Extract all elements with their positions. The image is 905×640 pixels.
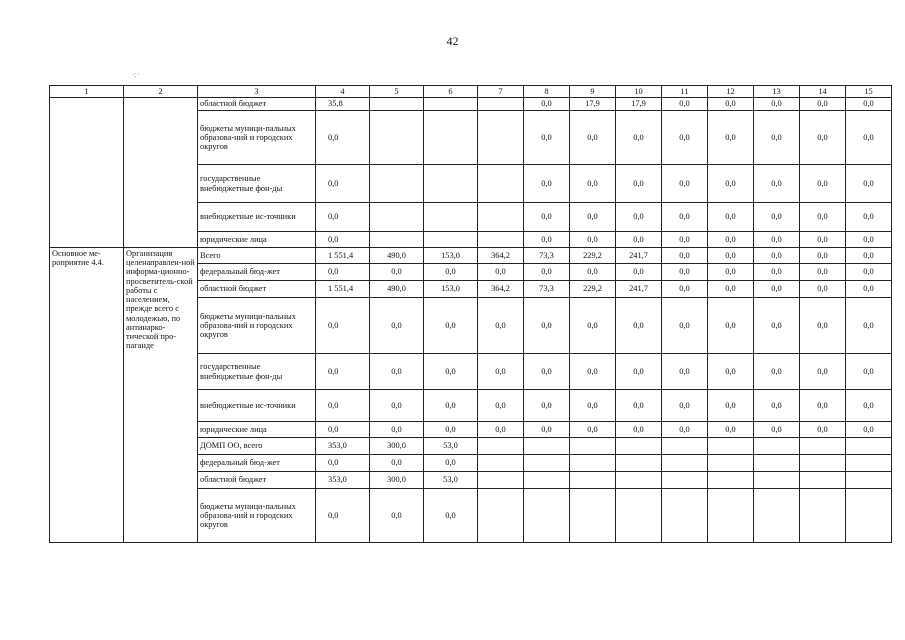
- value-cell: 153,0: [424, 248, 478, 264]
- value-cell: 364,2: [478, 281, 524, 298]
- value-cell: 0,0: [708, 248, 754, 264]
- value-cell: 0,0: [800, 111, 846, 165]
- value-cell: [370, 203, 424, 232]
- value-cell: [800, 455, 846, 472]
- value-cell: [570, 438, 616, 455]
- value-cell: 0,0: [662, 98, 708, 111]
- value-cell: 0,0: [846, 111, 892, 165]
- value-cell: 0,0: [754, 248, 800, 264]
- column-header: 4: [316, 86, 370, 98]
- value-cell: 0,0: [570, 264, 616, 281]
- value-cell: 0,0: [754, 203, 800, 232]
- value-cell: 490,0: [370, 248, 424, 264]
- budget-table: [49, 85, 892, 543]
- value-cell: 0,0: [662, 298, 708, 354]
- value-cell: 0,0: [524, 422, 570, 438]
- funding-source-label: ДОМП ОО, всего: [198, 438, 316, 455]
- value-cell: [662, 455, 708, 472]
- value-cell: 1 551,4: [316, 281, 370, 298]
- value-cell: [370, 111, 424, 165]
- funding-source-label: бюджеты муници-пальных образова-ний и городских округов: [198, 111, 316, 165]
- value-cell: [570, 472, 616, 489]
- value-cell: 353,0: [316, 472, 370, 489]
- value-cell: 0,0: [662, 111, 708, 165]
- column-header: 6: [424, 86, 478, 98]
- column-header: 9: [570, 86, 616, 98]
- value-cell: [754, 455, 800, 472]
- value-cell: 0,0: [662, 264, 708, 281]
- value-cell: [524, 455, 570, 472]
- column-header: 8: [524, 86, 570, 98]
- value-cell: [708, 455, 754, 472]
- value-cell: 241,7: [616, 281, 662, 298]
- value-cell: [754, 489, 800, 543]
- column-header: 13: [754, 86, 800, 98]
- value-cell: 0,0: [424, 264, 478, 281]
- value-cell: [524, 472, 570, 489]
- value-cell: [708, 438, 754, 455]
- description-cell-empty: [124, 98, 198, 248]
- value-cell: 0,0: [478, 390, 524, 422]
- value-cell: 0,0: [316, 455, 370, 472]
- value-cell: 0,0: [846, 281, 892, 298]
- value-cell: 0,0: [800, 281, 846, 298]
- funding-source-label: юридические лица: [198, 232, 316, 248]
- value-cell: [708, 489, 754, 543]
- value-cell: 0,0: [754, 264, 800, 281]
- value-cell: 0,0: [524, 203, 570, 232]
- value-cell: 0,0: [370, 354, 424, 390]
- value-cell: 0,0: [316, 264, 370, 281]
- value-cell: 0,0: [754, 298, 800, 354]
- value-cell: [370, 165, 424, 203]
- value-cell: [846, 489, 892, 543]
- value-cell: 0,0: [708, 390, 754, 422]
- value-cell: [478, 111, 524, 165]
- value-cell: 0,0: [846, 354, 892, 390]
- value-cell: 0,0: [524, 354, 570, 390]
- value-cell: 0,0: [662, 390, 708, 422]
- value-cell: [478, 165, 524, 203]
- value-cell: 0,0: [570, 203, 616, 232]
- value-cell: 0,0: [524, 98, 570, 111]
- value-cell: 0,0: [616, 203, 662, 232]
- value-cell: 0,0: [754, 98, 800, 111]
- funding-source-label: областной бюджет: [198, 281, 316, 298]
- value-cell: 0,0: [316, 203, 370, 232]
- funding-source-label: юридические лица: [198, 422, 316, 438]
- value-cell: 0,0: [570, 165, 616, 203]
- value-cell: [708, 472, 754, 489]
- value-cell: [424, 203, 478, 232]
- funding-source-label: федеральный бюд-жет: [198, 455, 316, 472]
- value-cell: 0,0: [616, 165, 662, 203]
- value-cell: 0,0: [424, 298, 478, 354]
- funding-source-label: государственные внебюджетные фон-ды: [198, 354, 316, 390]
- value-cell: [478, 203, 524, 232]
- value-cell: 0,0: [370, 422, 424, 438]
- value-cell: 0,0: [800, 203, 846, 232]
- value-cell: 0,0: [754, 281, 800, 298]
- value-cell: 0,0: [662, 165, 708, 203]
- value-cell: [662, 438, 708, 455]
- value-cell: 0,0: [800, 422, 846, 438]
- value-cell: [478, 232, 524, 248]
- table-row: [50, 98, 892, 111]
- column-header: 10: [616, 86, 662, 98]
- value-cell: [662, 472, 708, 489]
- activity-cell-empty: [50, 98, 124, 248]
- value-cell: 0,0: [846, 298, 892, 354]
- value-cell: 0,0: [616, 422, 662, 438]
- value-cell: 241,7: [616, 248, 662, 264]
- value-cell: 0,0: [616, 298, 662, 354]
- value-cell: 0,0: [800, 390, 846, 422]
- value-cell: 229,2: [570, 248, 616, 264]
- value-cell: 0,0: [846, 264, 892, 281]
- column-header: 7: [478, 86, 524, 98]
- table-header-row: [50, 86, 892, 98]
- value-cell: 53,0: [424, 438, 478, 455]
- value-cell: 0,0: [570, 111, 616, 165]
- funding-source-label: областной бюджет: [198, 472, 316, 489]
- value-cell: 17,9: [616, 98, 662, 111]
- scan-speck: ·:·: [132, 70, 140, 79]
- column-header: 5: [370, 86, 424, 98]
- value-cell: 0,0: [754, 390, 800, 422]
- value-cell: 0,0: [424, 390, 478, 422]
- value-cell: 0,0: [708, 298, 754, 354]
- value-cell: 0,0: [662, 281, 708, 298]
- value-cell: 364,2: [478, 248, 524, 264]
- funding-source-label: внебюджетные ис-точники: [198, 390, 316, 422]
- value-cell: [616, 455, 662, 472]
- value-cell: 0,0: [570, 354, 616, 390]
- value-cell: 0,0: [708, 422, 754, 438]
- value-cell: 0,0: [662, 354, 708, 390]
- value-cell: [662, 489, 708, 543]
- value-cell: 0,0: [570, 298, 616, 354]
- value-cell: 0,0: [846, 165, 892, 203]
- column-header: 3: [198, 86, 316, 98]
- value-cell: [800, 438, 846, 455]
- value-cell: [754, 438, 800, 455]
- funding-source-label: внебюджетные ис-точники: [198, 203, 316, 232]
- value-cell: 153,0: [424, 281, 478, 298]
- value-cell: 0,0: [524, 390, 570, 422]
- value-cell: 0,0: [846, 390, 892, 422]
- value-cell: 0,0: [524, 232, 570, 248]
- value-cell: 490,0: [370, 281, 424, 298]
- value-cell: 0,0: [616, 232, 662, 248]
- value-cell: [754, 472, 800, 489]
- value-cell: 0,0: [846, 232, 892, 248]
- value-cell: 0,0: [616, 354, 662, 390]
- value-cell: 0,0: [370, 489, 424, 543]
- value-cell: 0,0: [616, 264, 662, 281]
- value-cell: [424, 232, 478, 248]
- value-cell: 0,0: [370, 390, 424, 422]
- value-cell: 0,0: [478, 264, 524, 281]
- value-cell: 17,9: [570, 98, 616, 111]
- funding-source-label: бюджеты муници-пальных образова-ний и городских округов: [198, 489, 316, 543]
- column-header: 2: [124, 86, 198, 98]
- value-cell: [478, 438, 524, 455]
- value-cell: 0,0: [424, 422, 478, 438]
- value-cell: 0,0: [424, 489, 478, 543]
- funding-source-label: Всего: [198, 248, 316, 264]
- value-cell: 35,8: [316, 98, 370, 111]
- value-cell: 0,0: [316, 489, 370, 543]
- column-header: 1: [50, 86, 124, 98]
- value-cell: 1 551,4: [316, 248, 370, 264]
- value-cell: 0,0: [662, 232, 708, 248]
- value-cell: [800, 472, 846, 489]
- funding-source-label: бюджеты муници-пальных образова-ний и городских округов: [198, 298, 316, 354]
- value-cell: [846, 455, 892, 472]
- value-cell: [616, 438, 662, 455]
- value-cell: [846, 472, 892, 489]
- value-cell: 0,0: [316, 165, 370, 203]
- value-cell: 0,0: [846, 98, 892, 111]
- value-cell: 0,0: [708, 98, 754, 111]
- value-cell: 0,0: [478, 298, 524, 354]
- value-cell: 0,0: [316, 390, 370, 422]
- value-cell: 0,0: [800, 232, 846, 248]
- value-cell: 0,0: [316, 354, 370, 390]
- value-cell: 0,0: [800, 298, 846, 354]
- value-cell: 0,0: [478, 422, 524, 438]
- funding-source-label: областной бюджет: [198, 98, 316, 111]
- value-cell: [616, 472, 662, 489]
- value-cell: 0,0: [478, 354, 524, 390]
- value-cell: 0,0: [800, 98, 846, 111]
- value-cell: 0,0: [524, 111, 570, 165]
- value-cell: [424, 165, 478, 203]
- value-cell: 0,0: [616, 111, 662, 165]
- activity-name: Основное ме-роприятие 4.4.: [50, 248, 124, 543]
- value-cell: 73,3: [524, 248, 570, 264]
- value-cell: 0,0: [708, 354, 754, 390]
- funding-source-label: государственные внебюджетные фон-ды: [198, 165, 316, 203]
- value-cell: 0,0: [316, 298, 370, 354]
- value-cell: 0,0: [370, 455, 424, 472]
- value-cell: [478, 472, 524, 489]
- value-cell: 0,0: [570, 232, 616, 248]
- value-cell: 0,0: [316, 232, 370, 248]
- value-cell: 0,0: [800, 354, 846, 390]
- value-cell: 53,0: [424, 472, 478, 489]
- value-cell: [570, 455, 616, 472]
- value-cell: 300,0: [370, 438, 424, 455]
- table-row: [50, 248, 892, 264]
- value-cell: [478, 455, 524, 472]
- column-header: 11: [662, 86, 708, 98]
- value-cell: 0,0: [316, 111, 370, 165]
- value-cell: [524, 489, 570, 543]
- value-cell: 0,0: [662, 422, 708, 438]
- value-cell: 300,0: [370, 472, 424, 489]
- value-cell: 0,0: [370, 264, 424, 281]
- value-cell: [524, 438, 570, 455]
- value-cell: [370, 232, 424, 248]
- value-cell: 0,0: [662, 203, 708, 232]
- value-cell: 0,0: [754, 232, 800, 248]
- value-cell: 73,3: [524, 281, 570, 298]
- value-cell: 0,0: [846, 422, 892, 438]
- value-cell: 0,0: [570, 390, 616, 422]
- value-cell: [424, 111, 478, 165]
- column-header: 14: [800, 86, 846, 98]
- value-cell: [424, 98, 478, 111]
- value-cell: [478, 489, 524, 543]
- value-cell: 0,0: [524, 264, 570, 281]
- value-cell: [616, 489, 662, 543]
- column-header: 15: [846, 86, 892, 98]
- column-header: 12: [708, 86, 754, 98]
- funding-source-label: федеральный бюд-жет: [198, 264, 316, 281]
- value-cell: 0,0: [524, 298, 570, 354]
- value-cell: 0,0: [800, 165, 846, 203]
- value-cell: 0,0: [316, 422, 370, 438]
- value-cell: [800, 489, 846, 543]
- value-cell: 0,0: [708, 264, 754, 281]
- value-cell: 0,0: [800, 248, 846, 264]
- value-cell: 0,0: [708, 111, 754, 165]
- value-cell: [846, 438, 892, 455]
- value-cell: 0,0: [754, 354, 800, 390]
- value-cell: 0,0: [662, 248, 708, 264]
- value-cell: 0,0: [800, 264, 846, 281]
- value-cell: 0,0: [424, 354, 478, 390]
- value-cell: [570, 489, 616, 543]
- value-cell: 0,0: [616, 390, 662, 422]
- value-cell: 0,0: [424, 455, 478, 472]
- value-cell: 0,0: [708, 165, 754, 203]
- value-cell: 0,0: [754, 111, 800, 165]
- value-cell: 229,2: [570, 281, 616, 298]
- activity-description: Организация целенаправлен-ной информа-ционно-просветитель-ской работы с населением, прежде всего с молодежью, по антинарко-тической про-паганде: [124, 248, 198, 543]
- value-cell: 0,0: [370, 298, 424, 354]
- value-cell: 0,0: [708, 203, 754, 232]
- value-cell: [478, 98, 524, 111]
- value-cell: 0,0: [570, 422, 616, 438]
- value-cell: 0,0: [524, 165, 570, 203]
- value-cell: 0,0: [846, 203, 892, 232]
- value-cell: 0,0: [754, 422, 800, 438]
- value-cell: 0,0: [754, 165, 800, 203]
- value-cell: 0,0: [846, 248, 892, 264]
- value-cell: [370, 98, 424, 111]
- value-cell: 353,0: [316, 438, 370, 455]
- page-number: 42: [446, 34, 459, 48]
- value-cell: 0,0: [708, 281, 754, 298]
- value-cell: 0,0: [708, 232, 754, 248]
